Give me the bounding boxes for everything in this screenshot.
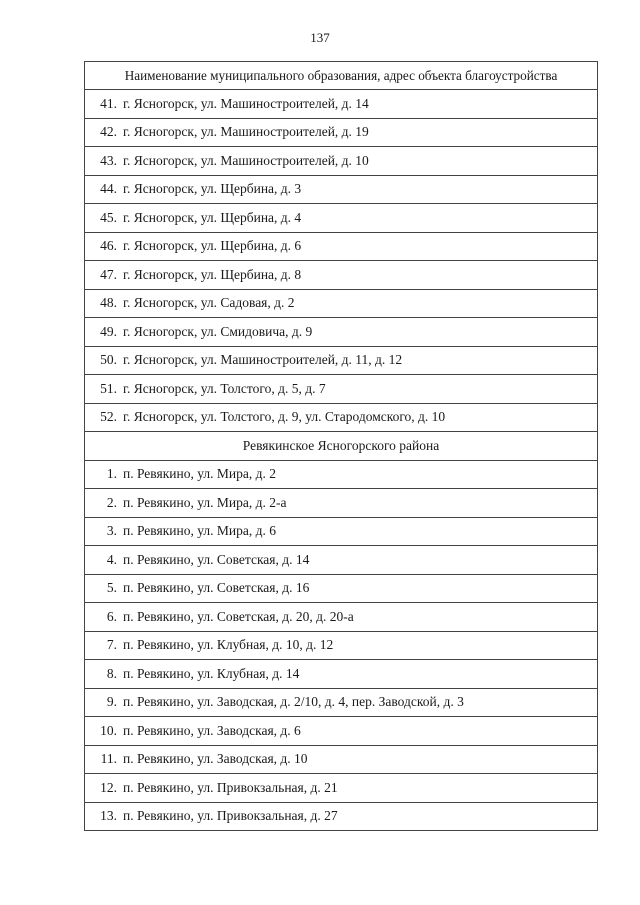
address-cell (85, 346, 598, 375)
row-number: 50. (100, 352, 117, 368)
table-row (85, 318, 598, 347)
row-number: 43. (100, 152, 117, 168)
address-cell (85, 631, 598, 660)
row-number: 45. (100, 209, 117, 225)
row-address: г. Ясногорск, ул. Толстого, д. 5, д. 7 (123, 380, 326, 396)
row-address: п. Ревякино, ул. Мира, д. 2 (123, 466, 276, 482)
row-address: п. Ревякино, ул. Заводская, д. 10 (123, 751, 308, 767)
row-address: г. Ясногорск, ул. Садовая, д. 2 (123, 295, 295, 311)
address-cell (85, 517, 598, 546)
table-row (85, 346, 598, 375)
row-number: 13. (100, 808, 117, 824)
table-body (85, 62, 598, 831)
address-cell (85, 460, 598, 489)
table-row (85, 403, 598, 432)
section-title: Ревякинское Ясногорского района (85, 432, 598, 461)
table-row (85, 289, 598, 318)
row-number: 1. (106, 466, 117, 482)
row-number: 3. (106, 523, 117, 539)
row-number: 51. (100, 380, 117, 396)
table-row (85, 603, 598, 632)
row-number: 2. (106, 494, 117, 510)
table-row (85, 717, 598, 746)
row-address: п. Ревякино, ул. Привокзальная, д. 27 (123, 808, 338, 824)
row-address: п. Ревякино, ул. Советская, д. 14 (123, 551, 310, 567)
address-cell (85, 175, 598, 204)
table-row (85, 631, 598, 660)
row-address: г. Ясногорск, ул. Машиностроителей, д. 11, д. 12 (123, 352, 403, 368)
address-cell (85, 232, 598, 261)
row-number: 41. (100, 95, 117, 111)
table-row (85, 489, 598, 518)
row-address: п. Ревякино, ул. Клубная, д. 14 (123, 665, 300, 681)
address-table (84, 61, 598, 831)
table-row (85, 375, 598, 404)
table-row (85, 774, 598, 803)
row-address: г. Ясногорск, ул. Машиностроителей, д. 14 (123, 95, 369, 111)
address-cell (85, 489, 598, 518)
row-number: 4. (106, 551, 117, 567)
address-cell (85, 318, 598, 347)
row-address: п. Ревякино, ул. Заводская, д. 6 (123, 722, 301, 738)
table-row (85, 147, 598, 176)
row-number: 7. (106, 637, 117, 653)
row-number: 48. (100, 295, 117, 311)
row-number: 9. (106, 694, 117, 710)
row-number: 10. (100, 722, 117, 738)
table-row (85, 118, 598, 147)
row-address: г. Ясногорск, ул. Щербина, д. 4 (123, 209, 302, 225)
table-row (85, 546, 598, 575)
address-cell (85, 745, 598, 774)
row-number: 44. (100, 181, 117, 197)
row-number: 52. (100, 409, 117, 425)
row-address: г. Ясногорск, ул. Машиностроителей, д. 19 (123, 124, 369, 140)
address-cell (85, 375, 598, 404)
table-row (85, 688, 598, 717)
address-cell (85, 261, 598, 290)
row-address: г. Ясногорск, ул. Щербина, д. 6 (123, 238, 302, 254)
table-row (85, 204, 598, 233)
row-number: 11. (100, 751, 117, 767)
table-row (85, 460, 598, 489)
table-row (85, 261, 598, 290)
row-address: г. Ясногорск, ул. Щербина, д. 8 (123, 266, 302, 282)
address-cell (85, 147, 598, 176)
row-address: п. Ревякино, ул. Советская, д. 16 (123, 580, 310, 596)
row-address: г. Ясногорск, ул. Толстого, д. 9, ул. Стародомского, д. 10 (123, 409, 446, 425)
row-address: п. Ревякино, ул. Заводская, д. 2/10, д. 4, пер. Заводской, д. 3 (123, 694, 464, 710)
table-row (85, 660, 598, 689)
row-number: 46. (100, 238, 117, 254)
address-cell (85, 546, 598, 575)
row-number: 6. (106, 608, 117, 624)
address-cell (85, 688, 598, 717)
page-number: 137 (310, 30, 330, 45)
address-cell (85, 403, 598, 432)
table-header-row (85, 62, 598, 90)
row-address: п. Ревякино, ул. Мира, д. 6 (123, 523, 276, 539)
address-cell (85, 118, 598, 147)
row-number: 47. (100, 266, 117, 282)
row-address: п. Ревякино, ул. Клубная, д. 10, д. 12 (123, 637, 334, 653)
address-cell (85, 90, 598, 119)
address-cell (85, 660, 598, 689)
address-cell (85, 774, 598, 803)
row-number: 12. (100, 779, 117, 795)
row-address: г. Ясногорск, ул. Щербина, д. 3 (123, 181, 302, 197)
section-row (85, 432, 598, 461)
table-row (85, 517, 598, 546)
table-row (85, 745, 598, 774)
table-row (85, 232, 598, 261)
table-row (85, 90, 598, 119)
row-address: п. Ревякино, ул. Советская, д. 20, д. 20-а (123, 608, 354, 624)
row-address: г. Ясногорск, ул. Машиностроителей, д. 10 (123, 152, 369, 168)
row-number: 49. (100, 323, 117, 339)
address-cell (85, 204, 598, 233)
table-row (85, 175, 598, 204)
row-address: п. Ревякино, ул. Привокзальная, д. 21 (123, 779, 338, 795)
address-cell (85, 289, 598, 318)
row-number: 42. (100, 124, 117, 140)
table-row (85, 574, 598, 603)
address-cell (85, 802, 598, 831)
row-address: г. Ясногорск, ул. Смидовича, д. 9 (123, 323, 313, 339)
address-cell (85, 603, 598, 632)
row-address: п. Ревякино, ул. Мира, д. 2-а (123, 494, 287, 510)
table-header: Наименование муниципального образования, адрес объекта благоустройства (85, 62, 598, 90)
row-number: 8. (106, 665, 117, 681)
address-cell (85, 574, 598, 603)
address-cell (85, 717, 598, 746)
row-number: 5. (106, 580, 117, 596)
table-row (85, 802, 598, 831)
